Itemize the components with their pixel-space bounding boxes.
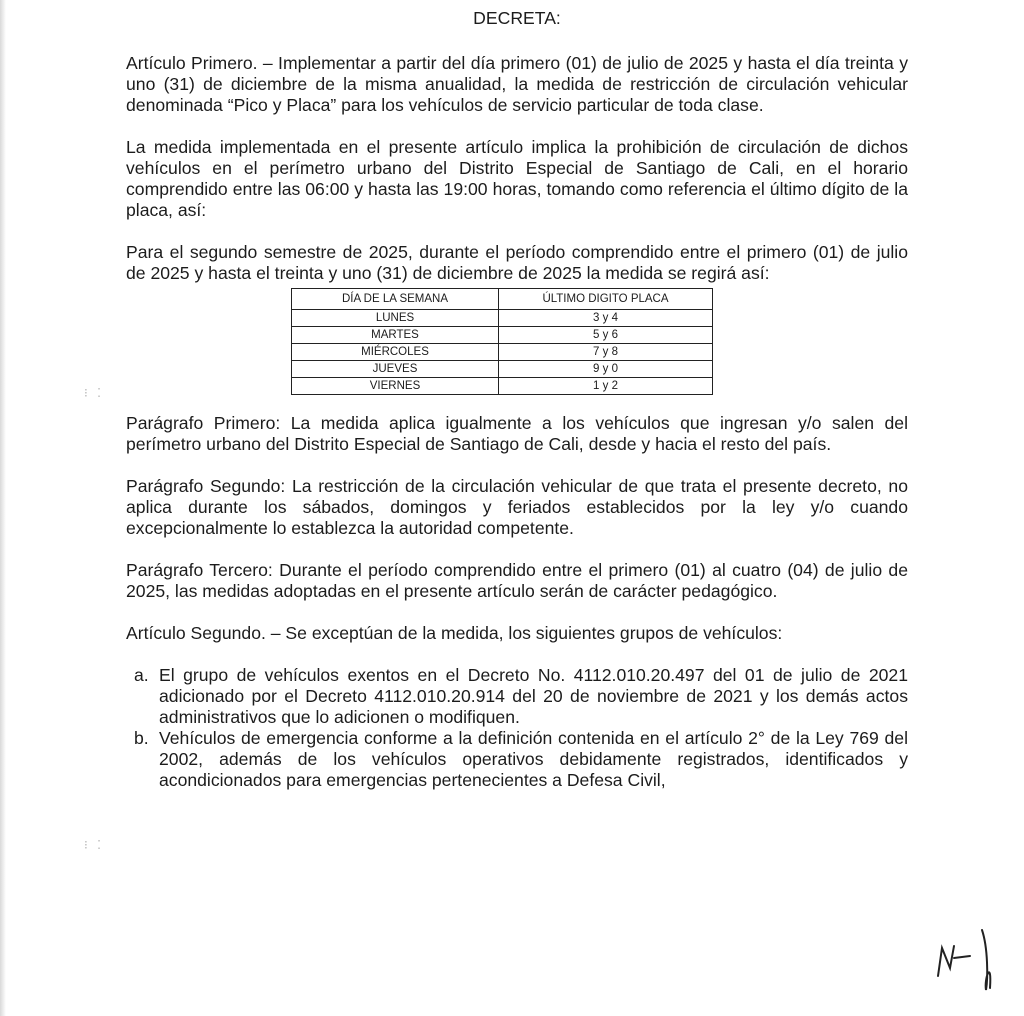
table-cell-digits: 3 y 4 bbox=[499, 310, 713, 327]
semester-paragraph: Para el segundo semestre de 2025, durante el período comprendido entre el primero (01) de julio de 2025 y hasta el treinta y uno (31) de diciembre de 2025 la medida se regirá así: bbox=[126, 242, 908, 283]
restriction-table bbox=[291, 288, 713, 395]
table-row bbox=[292, 310, 713, 327]
article-first-paragraph: Artículo Primero. – Implementar a partir del día primero (01) de julio de 2025 y hasta el día treinta y uno (31) de diciembre de la misma anualidad, la medida de restricción de circulación vehicular denominada “Pico y Placa” para los vehículos de servicio particular de toda clase. bbox=[126, 53, 908, 115]
table-cell-day: LUNES bbox=[292, 310, 499, 327]
paragraph-second: Parágrafo Segundo: La restricción de la circulación vehicular de que trata el presente decreto, no aplica durante los sábados, domingos y feriados establecidos por la ley y/o cuando excepcionalmente lo establezca la autoridad competente. bbox=[126, 476, 908, 538]
table-cell-digits: 5 y 6 bbox=[499, 327, 713, 344]
paragraph-third: Parágrafo Tercero: Durante el período comprendido entre el primero (01) al cuatro (04) de julio de 2025, las medidas adoptadas en el presente artículo serán de carácter pedagógico. bbox=[126, 560, 908, 601]
table-row bbox=[292, 327, 713, 344]
list-item-text: Vehículos de emergencia conforme a la definición contenida en el artículo 2° de la Ley 769 del 2002, además de los vehículos operativos debidamente registrados, identificados y acondicionados para emergencias pertenecientes a Defesa Civil, bbox=[159, 728, 908, 790]
document-heading: DECRETA: bbox=[473, 8, 561, 28]
table-header-day: DÍA DE LA SEMANA bbox=[292, 289, 499, 310]
table-cell-day: MARTES bbox=[292, 327, 499, 344]
list-item bbox=[126, 665, 908, 728]
handwritten-signature bbox=[930, 918, 1010, 998]
page-edge-shadow bbox=[0, 0, 6, 1016]
table-header-digit: ÚLTIMO DIGITO PLACA bbox=[499, 289, 713, 310]
margin-mark: ⁝ ⁚ bbox=[84, 838, 104, 852]
table-cell-day: MIÉRCOLES bbox=[292, 344, 499, 361]
table-row bbox=[292, 378, 713, 395]
list-marker: a. bbox=[134, 665, 149, 685]
table-header-row bbox=[292, 289, 713, 310]
table-row bbox=[292, 344, 713, 361]
list-item-text: El grupo de vehículos exentos en el Decreto No. 4112.010.20.497 del 01 de julio de 2021 adicionado por el Decreto 4112.010.20.914 del 20 de noviembre de 2021 y los demás actos administrativos que lo adicionen o modifiquen. bbox=[159, 665, 908, 727]
list-marker: b. bbox=[134, 728, 149, 748]
table-row bbox=[292, 361, 713, 378]
paragraph-first: Parágrafo Primero: La medida aplica igualmente a los vehículos que ingresan y/o salen del perímetro urbano del Distrito Especial de Santiago de Cali, desde y hacia el resto del país. bbox=[126, 413, 908, 454]
margin-mark: ⁝ ⁚ bbox=[84, 386, 104, 400]
table-cell-day: VIERNES bbox=[292, 378, 499, 395]
table-cell-digits: 9 y 0 bbox=[499, 361, 713, 378]
document-page bbox=[126, 8, 908, 791]
measure-description-paragraph: La medida implementada en el presente artículo implica la prohibición de circulación de dichos vehículos en el perímetro urbano del Distrito Especial de Santiago de Cali, en el horario comprendido entre las 06:00 y hasta las 19:00 horas, tomando como referencia el último dígito de la placa, así: bbox=[126, 137, 908, 220]
article-second-paragraph: Artículo Segundo. – Se exceptúan de la medida, los siguientes grupos de vehículos: bbox=[126, 623, 783, 643]
table-cell-digits: 7 y 8 bbox=[499, 344, 713, 361]
exception-list bbox=[126, 665, 908, 791]
list-item bbox=[126, 728, 908, 791]
table-cell-day: JUEVES bbox=[292, 361, 499, 378]
table-cell-digits: 1 y 2 bbox=[499, 378, 713, 395]
